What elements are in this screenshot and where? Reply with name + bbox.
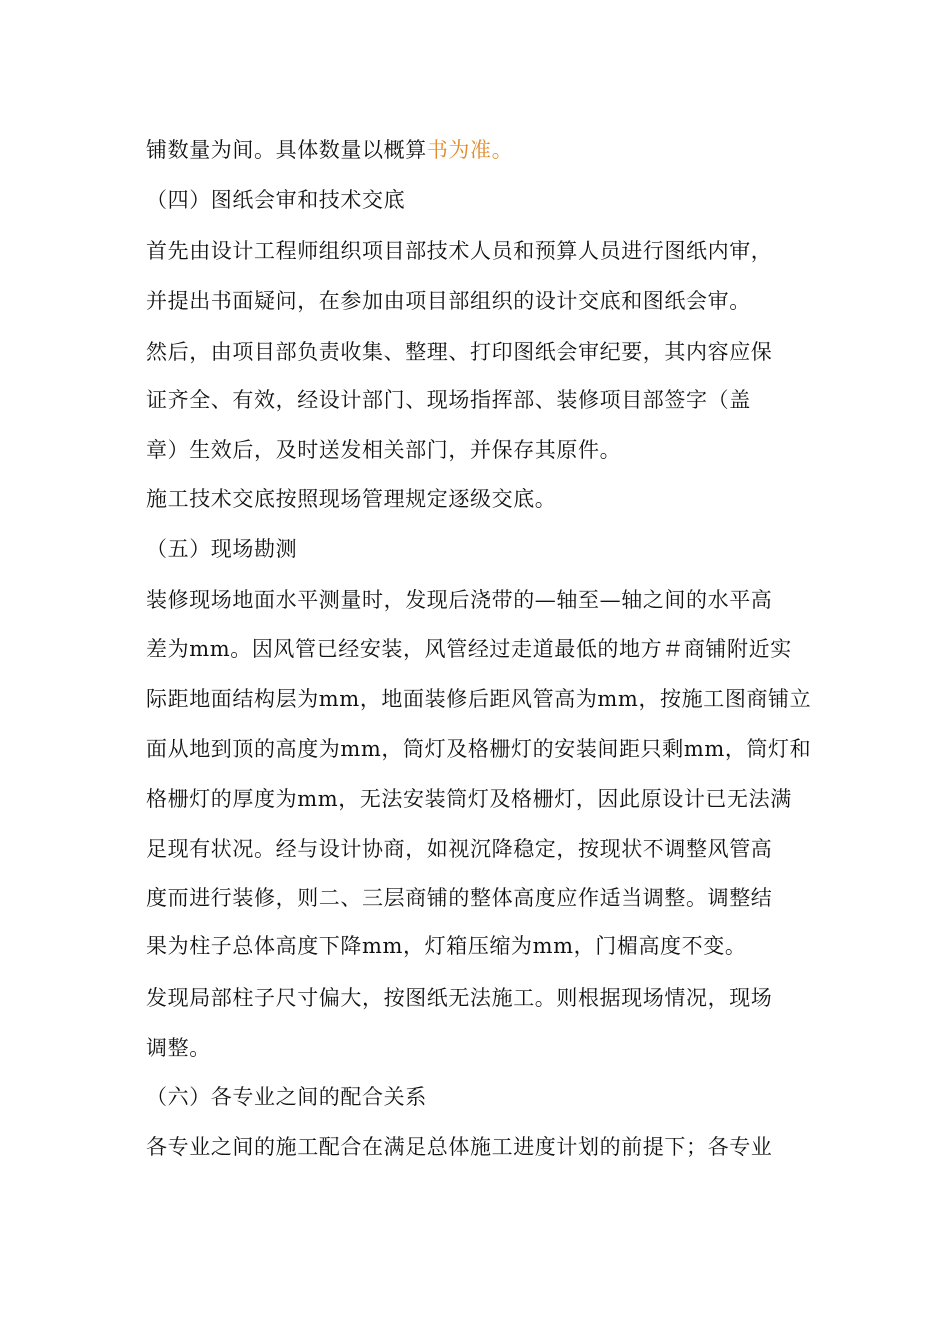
text-line: 装修现场地面水平测量时，发现后浇带的—轴至—轴之间的水平高: [146, 588, 773, 612]
text-line: 章）生效后，及时送发相关部门，并保存其原件。: [146, 438, 622, 462]
text-line: 然后，由项目部负责收集、整理、打印图纸会审纪要，其内容应保: [146, 340, 773, 364]
text-line: 足现有状况。经与设计协商，如视沉降稳定，按现状不调整风管高: [146, 837, 773, 861]
section-heading: （四）图纸会审和技术交底: [146, 188, 406, 212]
text-line: 施工技术交底按照现场管理规定逐级交底。: [146, 487, 557, 511]
text-line: 格栅灯的厚度为mm，无法安装筒灯及格栅灯，因此原设计已无法满: [146, 787, 792, 811]
text-line: 证齐全、有效，经设计部门、现场指挥部、装修项目部签字（盖: [146, 388, 751, 412]
text-line: 各专业之间的施工配合在满足总体施工进度计划的前提下；各专业: [146, 1135, 773, 1159]
text-line: 面从地到顶的高度为mm，筒灯及格栅灯的安装间距只剩mm，筒灯和: [146, 737, 812, 761]
highlighted-text: 书为准。: [426, 138, 514, 162]
text-line: 度而进行装修，则二、三层商铺的整体高度应作适当调整。调整结: [146, 886, 773, 910]
text-line: 调整。: [146, 1036, 211, 1060]
text-line: 并提出书面疑问，在参加由项目部组织的设计交底和图纸会审。: [146, 289, 751, 313]
text-line: 首先由设计工程师组织项目部技术人员和预算人员进行图纸内审，: [146, 239, 773, 263]
text-line: 差为mm。因风管已经安装，风管经过走道最低的地方＃商铺附近实: [146, 637, 792, 661]
text-line: 发现局部柱子尺寸偏大，按图纸无法施工。则根据现场情况，现场: [146, 986, 773, 1010]
text-line: [146, 136, 513, 164]
text-line: 果为柱子总体高度下降mm，灯箱压缩为mm，门楣高度不变。: [146, 934, 747, 958]
section-heading: （六）各专业之间的配合关系: [146, 1085, 427, 1109]
section-heading: （五）现场勘测: [146, 537, 298, 561]
line-text: 铺数量为间。具体数量以概算: [146, 138, 427, 162]
text-line: 际距地面结构层为mm，地面装修后距风管高为mm，按施工图商铺立: [146, 687, 812, 711]
